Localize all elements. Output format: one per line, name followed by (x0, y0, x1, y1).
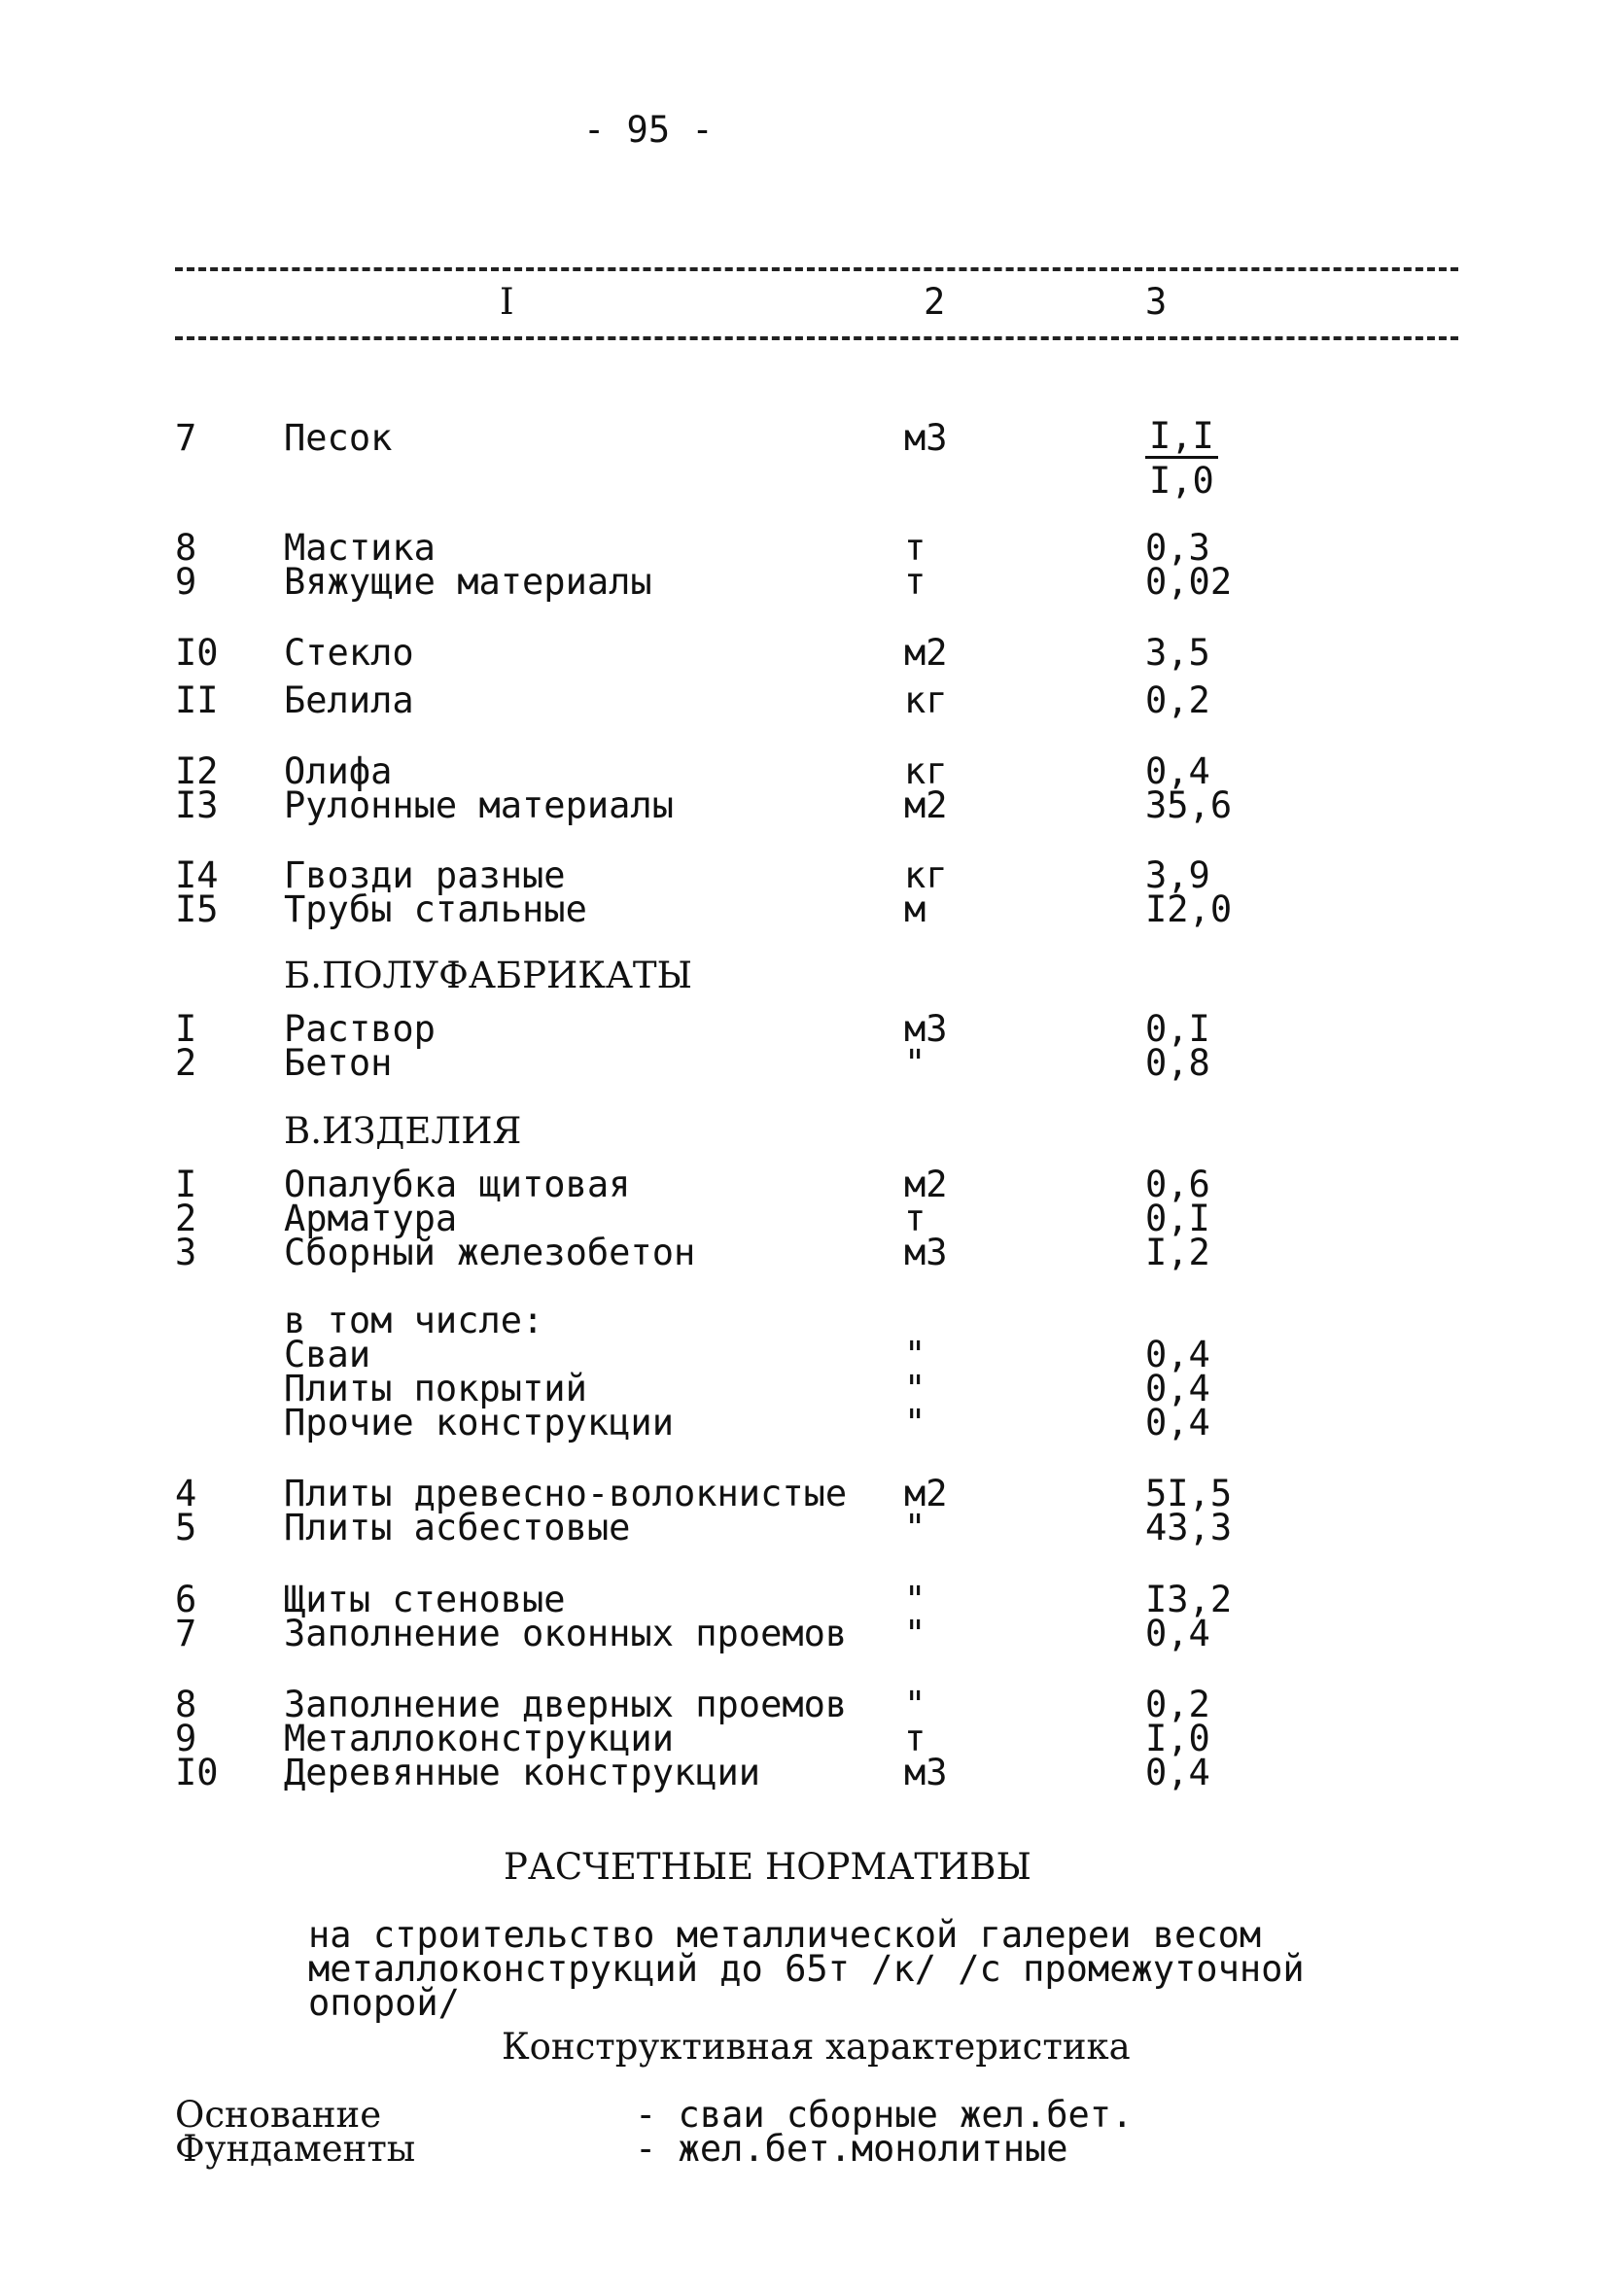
row-value: 0,I (1145, 1008, 1210, 1050)
row-name: Олифа (284, 750, 393, 792)
row-number: 4 (175, 1473, 197, 1514)
row-number: 9 (175, 561, 197, 603)
row-unit: " (904, 1579, 926, 1620)
constr-value: - жел.бет.монолитные (635, 2128, 1068, 2170)
table-row (0, 1232, 1608, 1273)
table-row (0, 1166, 1608, 1205)
table-row (0, 1368, 1608, 1409)
table-row-pesok (0, 417, 1608, 459)
row-name: Белила (284, 679, 414, 721)
constr-title: Конструктивная характеристика (502, 2026, 1131, 2068)
row-value: 0,4 (1145, 1334, 1210, 1375)
table-row (0, 632, 1608, 674)
header-col1: I (500, 281, 514, 323)
row-number: I0 (175, 1752, 219, 1793)
table-row (0, 1718, 1608, 1759)
norms-desc-line: металлоконструкций до 65т /к/ /с промежуточной (308, 1948, 1305, 1990)
row-unit: " (904, 1402, 926, 1444)
row-unit: кг (904, 854, 948, 896)
row-value: 0,4 (1145, 1368, 1210, 1409)
row-name: Рулонные материалы (284, 784, 674, 826)
row-name: Опалубка щитовая (284, 1164, 631, 1205)
row-number: 5 (175, 1507, 197, 1548)
row-number: 7 (175, 417, 197, 459)
table-row (0, 1042, 1608, 1084)
norms-title: РАСЧЕТНЫЕ НОРМАТИВЫ (504, 1846, 1031, 1888)
row-name: Прочие конструкции (284, 1402, 674, 1444)
header-col2: 2 (924, 281, 946, 323)
row-unit: м (904, 888, 926, 930)
row-number: I0 (175, 632, 219, 674)
table-row (0, 1008, 1608, 1050)
row-unit: м2 (904, 1473, 948, 1514)
row-unit: м3 (904, 1232, 948, 1273)
header-bottom-rule (175, 336, 1458, 340)
row-name: Арматура (284, 1198, 458, 1239)
row-name: Бетон (284, 1042, 393, 1084)
table-row (0, 1613, 1608, 1654)
row-name: Сваи (284, 1334, 371, 1375)
row-name: в том числе: (284, 1300, 544, 1341)
row-number: I4 (175, 854, 219, 896)
constr-label: Фундаменты (175, 2128, 416, 2170)
row-unit: м3 (904, 1008, 948, 1050)
pesok-value-fraction (1145, 415, 1218, 502)
row-name: Заполнение оконных проемов (284, 1613, 848, 1654)
row-number: I3 (175, 784, 219, 826)
header-top-rule (175, 267, 1458, 271)
row-value: 0,4 (1145, 750, 1210, 792)
row-unit: " (904, 1334, 926, 1375)
row-value: 0,02 (1145, 561, 1233, 603)
row-value: 0,8 (1145, 1042, 1210, 1084)
row-unit: кг (904, 679, 948, 721)
table-row (0, 888, 1608, 930)
fraction-denominator: I,0 (1149, 460, 1214, 502)
row-unit: м3 (904, 1752, 948, 1793)
row-value: 35,6 (1145, 784, 1233, 826)
row-name: Вяжущие материалы (284, 561, 652, 603)
table-row (0, 1684, 1608, 1725)
row-unit: м2 (904, 784, 948, 826)
row-unit: " (904, 1684, 926, 1725)
row-number: 9 (175, 1718, 197, 1759)
row-unit: т (904, 527, 926, 569)
header-col3: 3 (1145, 281, 1168, 323)
row-name: Гвозди разные (284, 854, 566, 896)
table-row (0, 1300, 1608, 1341)
row-number: 2 (175, 1042, 197, 1084)
row-name: Деревянные конструкции (284, 1752, 761, 1793)
section-heading-semifinished: Б.ПОЛУФАБРИКАТЫ (284, 955, 692, 996)
row-unit: т (904, 1198, 926, 1239)
row-unit: " (904, 1507, 926, 1548)
table-row (0, 1507, 1608, 1548)
table-row (0, 854, 1608, 896)
table-row (0, 1402, 1608, 1444)
row-name: Заполнение дверных проемов (284, 1684, 848, 1725)
norms-desc-line: на строительство металлической галереи весом (308, 1914, 1262, 1956)
row-name: Металлоконструкции (284, 1718, 674, 1759)
row-unit: т (904, 561, 926, 603)
row-value: I3,2 (1145, 1579, 1233, 1620)
row-value: 3,9 (1145, 854, 1210, 896)
row-name: Плиты покрытий (284, 1368, 587, 1409)
row-value: 0,2 (1145, 679, 1210, 721)
row-value: I2,0 (1145, 888, 1233, 930)
norms-desc-line: опорой/ (308, 1982, 460, 2024)
row-value: 0,I (1145, 1198, 1210, 1239)
row-name: Плиты древесно-волокнистые (284, 1473, 848, 1514)
table-row (0, 679, 1608, 721)
table-row (0, 1752, 1608, 1793)
row-value: 0,6 (1145, 1164, 1210, 1205)
row-value: 3,5 (1145, 632, 1210, 674)
row-number: 3 (175, 1232, 197, 1273)
row-number: II (175, 679, 219, 721)
row-value: 0,2 (1145, 1684, 1210, 1725)
row-number: 6 (175, 1579, 197, 1620)
row-value: 0,4 (1145, 1752, 1210, 1793)
row-number: 2 (175, 1198, 197, 1239)
row-number: I (175, 1008, 197, 1050)
constr-value: - сваи сборные жел.бет. (635, 2094, 1134, 2136)
constr-label: Основание (175, 2094, 382, 2136)
row-number: I2 (175, 750, 219, 792)
row-value: I,0 (1145, 1718, 1210, 1759)
section-heading-products: В.ИЗДЕЛИЯ (284, 1110, 522, 1152)
row-value: 0,3 (1145, 527, 1210, 569)
table-row (0, 527, 1608, 569)
table-row (0, 1334, 1608, 1375)
row-number: 7 (175, 1613, 197, 1654)
page-number: - 95 - (583, 109, 714, 151)
table-row (0, 750, 1608, 792)
table-row (0, 1473, 1608, 1514)
fraction-numerator: I,I (1145, 418, 1218, 459)
row-unit: кг (904, 750, 948, 792)
row-name: Раствор (284, 1008, 436, 1050)
row-name: Сборный железобетон (284, 1232, 696, 1273)
row-value: I,2 (1145, 1232, 1210, 1273)
table-row (0, 784, 1608, 826)
row-unit: м2 (904, 1164, 948, 1205)
row-value: 0,4 (1145, 1402, 1210, 1444)
row-number: 8 (175, 527, 197, 569)
row-unit: " (904, 1042, 926, 1084)
table-row (0, 561, 1608, 603)
row-unit: т (904, 1718, 926, 1759)
row-value: 5I,5 (1145, 1473, 1233, 1514)
row-unit: " (904, 1613, 926, 1654)
row-value: 0,4 (1145, 1613, 1210, 1654)
row-number: I5 (175, 888, 219, 930)
row-unit: " (904, 1368, 926, 1409)
row-name: Плиты асбестовые (284, 1507, 631, 1548)
row-name: Трубы стальные (284, 888, 587, 930)
row-number: I (175, 1164, 197, 1205)
row-name: Песок (284, 417, 393, 459)
row-unit: м2 (904, 632, 948, 674)
row-number: 8 (175, 1684, 197, 1725)
row-name: Стекло (284, 632, 414, 674)
table-row (0, 1200, 1608, 1239)
row-value: 43,3 (1145, 1507, 1233, 1548)
row-name: Щиты стеновые (284, 1579, 566, 1620)
row-name: Мастика (284, 527, 436, 569)
row-unit: м3 (904, 417, 948, 459)
